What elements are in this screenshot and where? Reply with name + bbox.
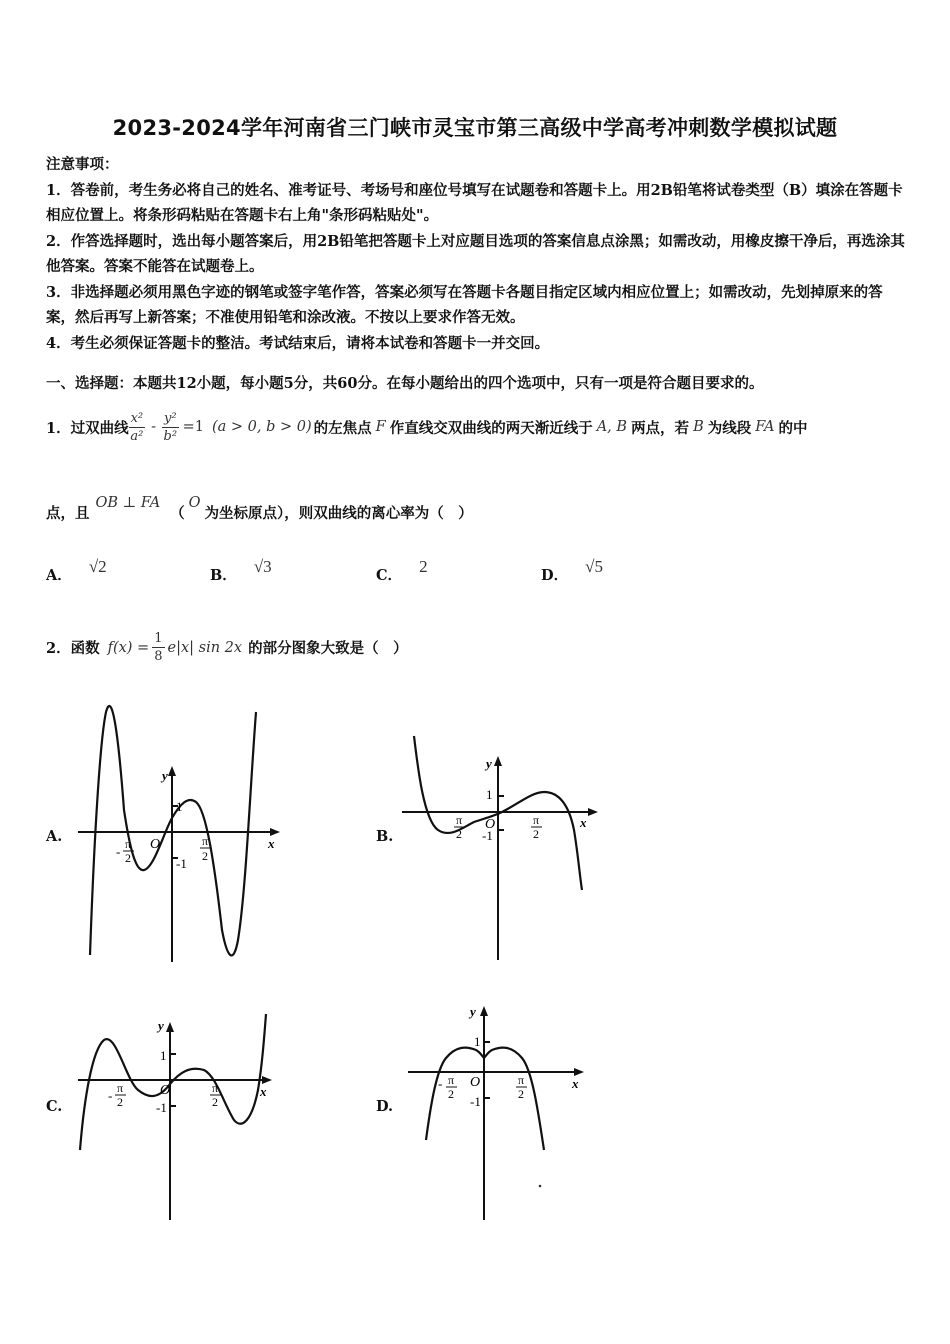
label-minus-one: -1 bbox=[156, 1100, 167, 1115]
tick-pi: π bbox=[456, 813, 463, 827]
tick-pi: π bbox=[117, 1081, 124, 1095]
tick-pi: π bbox=[125, 837, 132, 851]
y-arrow-icon bbox=[494, 756, 502, 766]
q1-text: 1．过双曲线 bbox=[46, 419, 129, 437]
note-item: 3．非选择题必须用黑色字迹的钢笔或签字笔作答，答案必须写在答题卡各题目指定区域内相应位置上；如需改动，先划掉原来的答案，然后再写上新答案；不准使用铅笔和涂改液。不按以上要求作答无效。 bbox=[46, 283, 883, 326]
q1-text: 为线段 bbox=[707, 419, 752, 437]
x-label: x bbox=[260, 1084, 267, 1099]
tick-pi: π bbox=[448, 1073, 455, 1087]
tick-two: 2 bbox=[533, 827, 539, 841]
frac-numerator: y² bbox=[164, 410, 177, 426]
var-AB: A, B bbox=[596, 419, 628, 435]
y-label: y bbox=[470, 1004, 476, 1019]
option-label: A． bbox=[46, 567, 72, 584]
tick-minus: - bbox=[116, 844, 121, 859]
q1-frac-y bbox=[162, 410, 179, 445]
tick-minus: - bbox=[438, 1076, 443, 1091]
option-d[interactable] bbox=[541, 557, 603, 585]
label-minus-one: -1 bbox=[176, 856, 187, 871]
var-B: B bbox=[693, 419, 704, 435]
y-label: y bbox=[162, 768, 168, 783]
y-arrow-icon bbox=[480, 1006, 488, 1016]
q1-text: 为坐标原点），则双曲线的离心率为（ ） bbox=[204, 505, 473, 522]
tick-minus: - bbox=[108, 1088, 113, 1103]
tick-two: 2 bbox=[125, 851, 131, 865]
label-one: 1 bbox=[486, 787, 493, 802]
label-minus-one: -1 bbox=[482, 828, 493, 843]
q1-text: 两点，若 bbox=[631, 419, 690, 437]
var-FA: FA bbox=[755, 419, 775, 435]
option-value: √5 bbox=[585, 557, 603, 576]
q2-text: 的部分图象大致是（ ） bbox=[248, 640, 408, 657]
y-arrow-icon bbox=[168, 766, 176, 776]
frac-denominator: 8 bbox=[154, 649, 163, 664]
tick-pi: π bbox=[533, 813, 540, 827]
option-label: D． bbox=[541, 567, 569, 584]
q1-text: （ bbox=[170, 505, 185, 522]
q1-text: 的左焦点 bbox=[313, 419, 372, 437]
tick-two: 2 bbox=[212, 1095, 218, 1109]
origin-label: O bbox=[150, 837, 161, 852]
var-F: F bbox=[375, 419, 386, 435]
section-heading: 一、选择题：本题共12小题，每小题5分，共60分。在每小题给出的四个选项中，只有一项是符合题目要求的。 bbox=[46, 375, 764, 392]
notes-block bbox=[46, 152, 908, 356]
note-item: 4．考生必须保证答题卡的整洁。考试结束后，请将本试卷和答题卡一并交回。 bbox=[46, 334, 550, 352]
label-minus-one: -1 bbox=[470, 1094, 481, 1109]
option-label: C． bbox=[376, 567, 403, 584]
x-label: x bbox=[572, 1076, 579, 1091]
stray-dot bbox=[539, 1185, 542, 1188]
option-value: 2 bbox=[419, 557, 428, 576]
tick-two: 2 bbox=[456, 827, 462, 841]
q1-text: 的中 bbox=[778, 419, 808, 437]
q2-line bbox=[46, 630, 408, 665]
tick-pi: π bbox=[518, 1073, 525, 1087]
tick-two: 2 bbox=[448, 1087, 454, 1101]
frac-denominator: b² bbox=[163, 428, 178, 444]
graph-d bbox=[404, 1000, 604, 1230]
graph-label-b[interactable]: B. bbox=[376, 828, 394, 845]
option-a[interactable] bbox=[46, 557, 107, 585]
graph-b bbox=[402, 730, 602, 970]
y-arrow-icon bbox=[166, 1022, 174, 1032]
function-expr: e|x| sin 2x bbox=[167, 639, 243, 656]
graph-label-c[interactable]: C. bbox=[46, 1098, 63, 1115]
frac-numerator: 1 bbox=[154, 631, 163, 646]
q1-line2 bbox=[46, 494, 473, 523]
graph-c bbox=[76, 1010, 286, 1230]
origin-label: O bbox=[470, 1075, 481, 1090]
option-label: B． bbox=[210, 567, 237, 584]
option-value: √2 bbox=[88, 557, 107, 576]
origin-label: O bbox=[485, 817, 496, 832]
q2-frac bbox=[152, 630, 164, 665]
x-label: x bbox=[580, 815, 587, 830]
frac-numerator: x² bbox=[130, 410, 144, 426]
frac-denominator: a² bbox=[130, 428, 144, 444]
label-one: 1 bbox=[160, 1048, 167, 1063]
graph-a bbox=[78, 700, 288, 970]
origin-label: O bbox=[160, 1083, 171, 1098]
tick-two: 2 bbox=[117, 1095, 123, 1109]
option-b[interactable] bbox=[210, 557, 272, 585]
q1-frac-x bbox=[129, 410, 146, 445]
x-arrow-icon bbox=[588, 808, 598, 816]
q1-line1 bbox=[46, 402, 916, 452]
graph-label-d[interactable]: D. bbox=[376, 1098, 394, 1115]
page-title: 2023-2024学年河南省三门峡市灵宝市第三高级中学高考冲刺数学模拟试题 bbox=[112, 116, 838, 140]
equals-one: =1 bbox=[182, 419, 204, 435]
tick-two: 2 bbox=[202, 849, 208, 863]
tick-pi: π bbox=[202, 834, 209, 848]
y-label: y bbox=[486, 756, 492, 771]
notes-heading: 注意事项： bbox=[46, 156, 119, 173]
x-arrow-icon bbox=[270, 828, 280, 836]
x-arrow-icon bbox=[262, 1076, 272, 1084]
y-label: y bbox=[158, 1018, 164, 1033]
condition: (a > 0, b > 0) bbox=[211, 419, 312, 435]
label-one: 1 bbox=[474, 1034, 481, 1049]
note-item: 1．答卷前，考生务必将自己的姓名、准考证号、考场号和座位号填写在试题卷和答题卡上。用2B铅笔将试卷类型（B）填涂在答题卡相应位置上。将条形码粘贴在答题卡右上角"条形码粘贴处"。 bbox=[46, 181, 903, 224]
tick-two: 2 bbox=[518, 1087, 524, 1101]
x-label: x bbox=[268, 836, 275, 851]
x-arrow-icon bbox=[574, 1068, 584, 1076]
q1-text: 作直线交双曲线的两天渐近线于 bbox=[389, 419, 593, 437]
option-c[interactable] bbox=[376, 557, 428, 585]
q2-text: 2．函数 bbox=[46, 640, 100, 657]
perp-expr: OB ⊥ FA bbox=[95, 494, 161, 511]
var-O: O bbox=[188, 494, 201, 511]
tick-pi: π bbox=[212, 1081, 219, 1095]
label-one: 1 bbox=[176, 799, 183, 814]
minus-sign: - bbox=[151, 419, 157, 435]
note-item: 2．作答选择题时，选出每小题答案后，用2B铅笔把答题卡上对应题目选项的答案信息点涂黑；如需改动，用橡皮擦干净后，再选涂其他答案。答案不能答在试题卷上。 bbox=[46, 232, 905, 275]
option-value: √3 bbox=[253, 557, 272, 576]
q1-text: 点，且 bbox=[46, 505, 90, 522]
graph-label-a[interactable]: A. bbox=[46, 828, 63, 845]
function-curve bbox=[80, 1014, 266, 1150]
function-name: f(x) = bbox=[107, 639, 150, 656]
